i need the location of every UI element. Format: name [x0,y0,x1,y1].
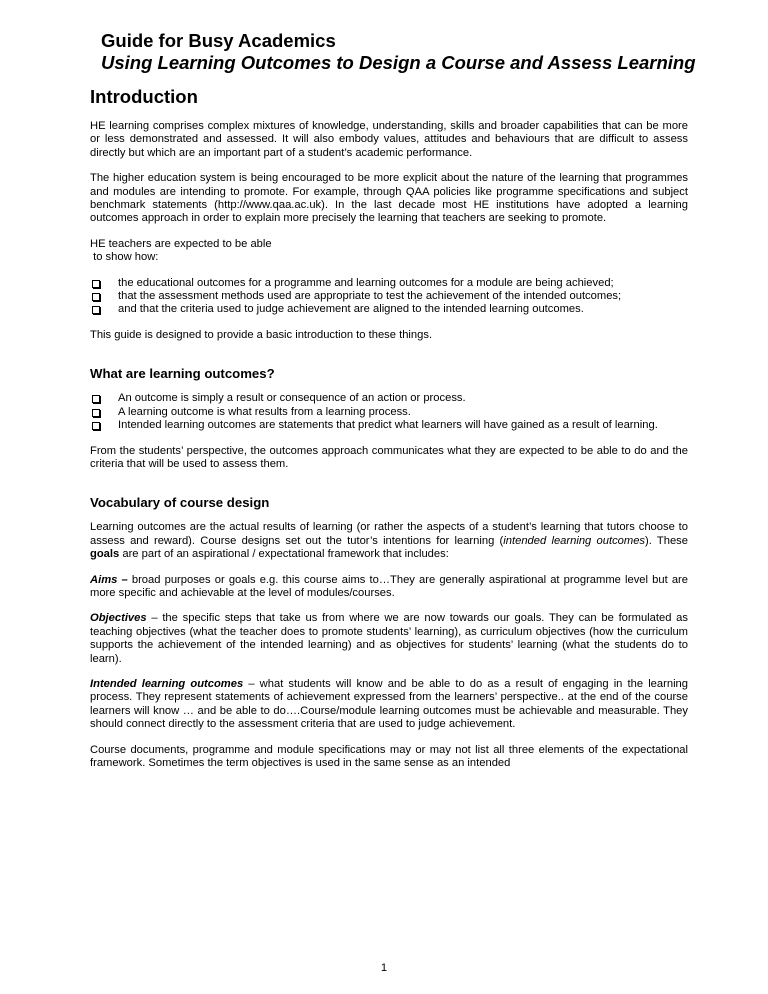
list-item [90,303,688,316]
aims-term: Aims – [90,573,128,586]
vocabulary-paragraph-1 [90,521,688,561]
checkbox-bullet-icon [92,306,100,314]
ilo-term: Intended learning outcomes [90,677,244,690]
checkbox-bullet-icon [92,409,100,417]
intro-paragraph-3-line-1: HE teachers are expected to be able [90,237,272,250]
vocabulary-heading: Vocabulary of course design [90,495,270,511]
ilo-text: – what students will know and be able to do as a result of engaging in the learning process. They represent statements of achievement expressed from the learners’ perspective.. at the end of the course learners will know … and be able to do….Course/module learning outcomes must be achievable and measurable. They should connect directly to the assessment criteria that are used to judge achievement. [90,677,688,731]
list-item-text: Intended learning outcomes are statements that predict what learners will have gained as a result of learning. [118,419,658,432]
intro-paragraph-4: This guide is designed to provide a basic introduction to these things. [90,328,433,341]
list-item-text: that the assessment methods used are appropriate to test the achievement of the intended outcomes; [118,290,622,303]
list-item-text: An outcome is simply a result or consequence of an action or process. [118,392,466,405]
ilo-definition [90,678,688,732]
objectives-term: Objectives [90,612,147,625]
list-item [90,419,688,432]
list-item [90,277,688,290]
introduction-heading: Introduction [90,86,198,107]
document-subtitle: Using Learning Outcomes to Design a Course and Assess Learning [101,52,696,73]
document-header [101,30,741,74]
objectives-definition [90,612,688,666]
intro-paragraph-3-line-2: to show how: [90,251,159,264]
document-body [90,86,688,782]
checkbox-bullet-icon [92,422,100,430]
text-run: ). These [645,534,689,547]
intro-paragraph-2: The higher education system is being encouraged to be more explicit about the nature of the learning that programmes and modules are intending to promote. For example, through QAA policies like programme specifications and subject benchmark statements (http://www.qaa.ac.uk). In the last decade most HE institutions have adopted a learning outcomes approach in order to explain more precisely the learning that teachers are seeking to promote. [90,172,688,225]
page-number: 1 [380,962,388,974]
text-run: Learning outcomes are the actual results of learning (or rather the aspects of a student’s learning that tutors choose to assess and reward). Course designs set out the tutor’s intentions for learning ( [90,521,688,547]
outcomes-heading: What are learning outcomes? [90,366,275,382]
intro-paragraph-1: HE learning comprises complex mixtures of knowledge, understanding, skills and broader capabilities that can be more or less demonstrated and assessed. It will also embody values, attitudes and behaviours that are difficult to assess directly but which are an important part of a student’s academic performance. [90,120,688,159]
list-item [90,406,688,419]
objectives-text: – the specific steps that take us from where we are now towards our goals. They can be formulated as teaching objectives (what the teacher does to promote students’ learning), as curriculum objectives (how the curriculum supports the achievement of the intended learning) and as objectives for students’ learning (what the students do to learn). [90,612,688,665]
list-item [90,392,688,405]
list-item-text: A learning outcome is what results from a learning process. [118,405,411,418]
list-item-text: the educational outcomes for a programme and learning outcomes for a module are being achieved; [118,276,614,289]
outcomes-paragraph: From the students’ perspective, the outcomes approach communicates what they are expected to be able to do and the criteria that will be used to assess them. [90,444,688,470]
bold-text: goals [90,548,120,561]
list-item-text: and that the criteria used to judge achievement are aligned to the intended learning outcomes. [118,303,584,316]
intro-bullet-list [90,277,688,317]
checkbox-bullet-icon [92,293,100,301]
outcomes-bullet-list [90,392,688,432]
checkbox-bullet-icon [92,395,100,403]
vocabulary-paragraph-last: Course documents, programme and module specifications may or may not list all three elements of the expectational framework. Sometimes the term objectives is used in the same sense as an intended [90,743,688,769]
aims-definition [90,574,688,601]
emphasis-text: intended learning outcomes [503,534,646,547]
text-run: are part of an aspirational / expectational framework that includes: [119,548,449,561]
checkbox-bullet-icon [92,280,100,288]
intro-paragraph-3 [90,238,688,265]
document-title: Guide for Busy Academics [101,30,336,51]
list-item [90,290,688,303]
aims-text: broad purposes or goals e.g. this course aims to…They are generally aspirational at programme level but are more specific and achievable at the level of modules/courses. [90,573,689,599]
